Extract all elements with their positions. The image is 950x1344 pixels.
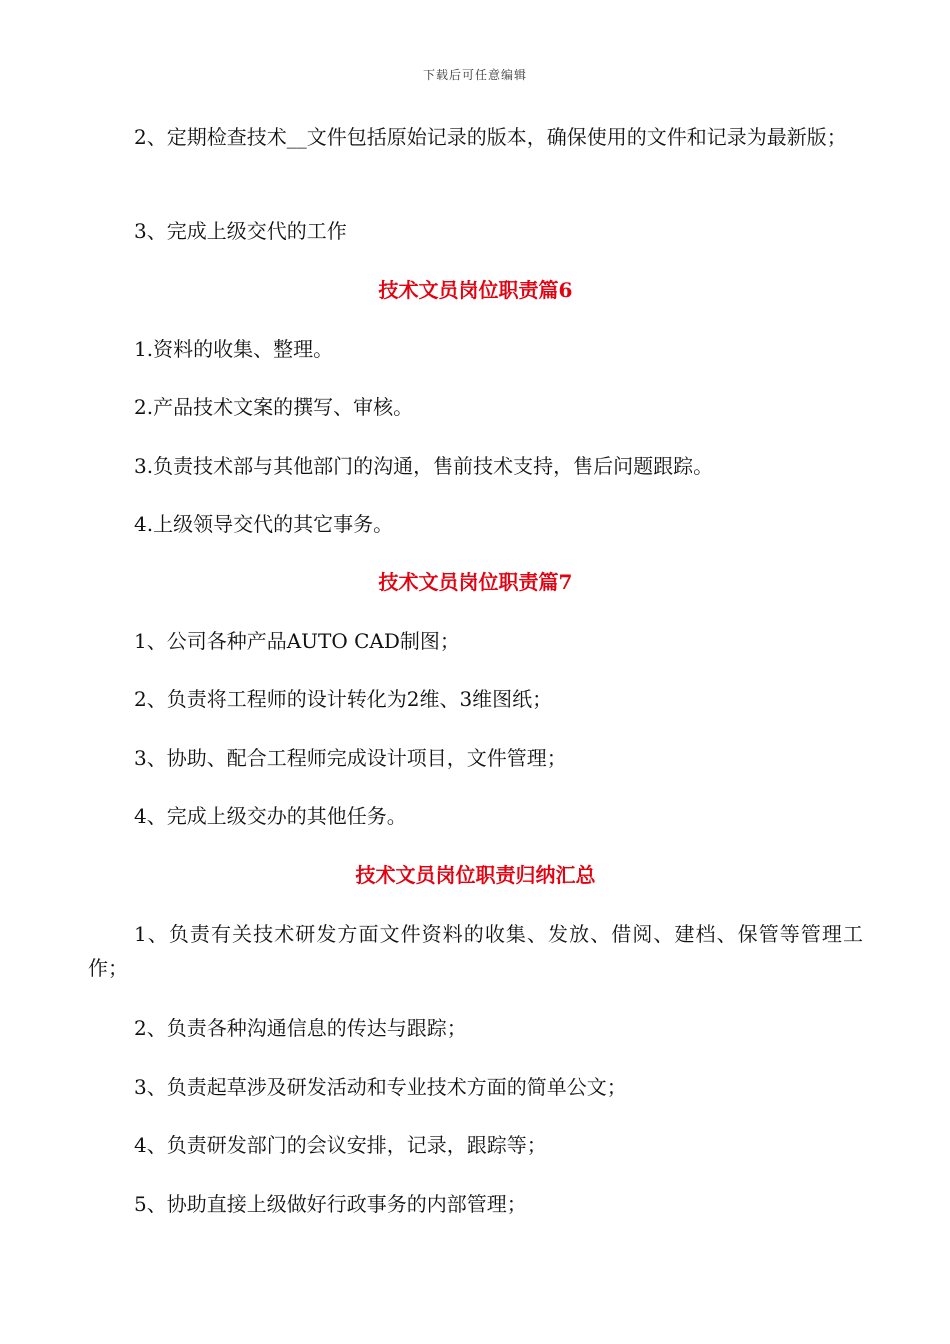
paragraph: 4、负责研发部门的会议安排，记录，跟踪等； [134, 1133, 547, 1157]
paragraph: 3、完成上级交代的工作 [134, 219, 347, 243]
section-heading: 技术文员岗位职责归纳汇总 [355, 863, 596, 887]
paragraph: 2、负责将工程师的设计转化为2维、3维图纸； [134, 687, 553, 711]
paragraph: 5、协助直接上级做好行政事务的内部管理； [134, 1192, 527, 1216]
section-heading: 技术文员岗位职责篇7 [378, 570, 573, 594]
paragraph: 2、定期检查技术__文件包括原始记录的版本，确保使用的文件和记录为最新版； [134, 125, 847, 149]
paragraph: 3、协助、配合工程师完成设计项目，文件管理； [134, 746, 567, 770]
page-header: 下载后可任意编辑 [422, 68, 527, 82]
paragraph: 2.产品技术文案的撰写、审核。 [134, 395, 414, 419]
paragraph: 2、负责各种沟通信息的传达与跟踪； [134, 1016, 467, 1040]
paragraph: 3.负责技术部与其他部门的沟通，售前技术支持，售后问题跟踪。 [134, 454, 714, 478]
paragraph: 1.资料的收集、整理。 [134, 337, 334, 361]
paragraph: 1、负责有关技术研发方面文件资料的收集、发放、借阅、建档、保管等管理工作； [88, 922, 863, 980]
paragraph: 4、完成上级交办的其他任务。 [134, 804, 407, 828]
paragraph: 1、公司各种产品AUTO CAD制图； [134, 629, 460, 653]
paragraph: 3、负责起草涉及研发活动和专业技术方面的简单公文； [134, 1075, 627, 1099]
paragraph: 4.上级领导交代的其它事务。 [134, 512, 394, 536]
section-heading: 技术文员岗位职责篇6 [378, 278, 573, 302]
